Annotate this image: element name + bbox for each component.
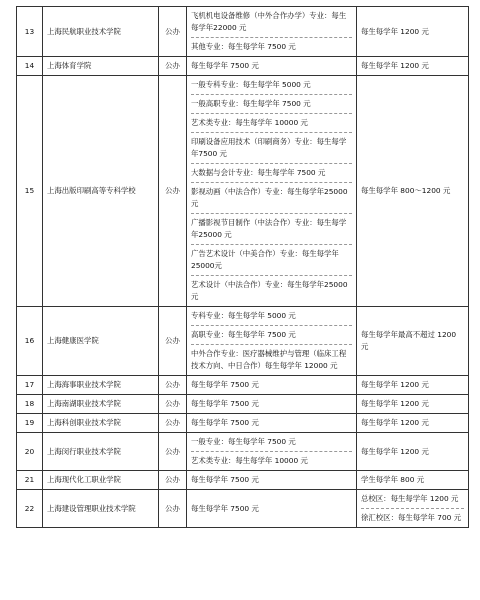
- tuition-item: 每生每学年 7500 元: [191, 380, 259, 389]
- tuition-item: 高职专业：每生每学年 7500 元: [191, 326, 352, 345]
- tuition-item: 飞机机电设备维修（中外合作办学）专业：每生每学年22000 元: [191, 7, 352, 38]
- tuition-cell: [187, 433, 357, 471]
- row-number: 17: [17, 376, 43, 395]
- row-number: 13: [17, 7, 43, 57]
- accommodation-cell: [357, 57, 469, 76]
- accommodation-cell: [357, 395, 469, 414]
- accommodation-cell: [357, 471, 469, 490]
- accommodation-cell: [357, 76, 469, 307]
- tuition-cell: [187, 414, 357, 433]
- tuition-item: 其他专业：每生每学年 7500 元: [191, 42, 296, 51]
- table-row: [17, 414, 469, 433]
- school-type: 公办: [159, 395, 187, 414]
- tuition-item: 艺术类专业：每生每学年 10000 元: [191, 456, 308, 465]
- school-name: 上海健康医学院: [43, 307, 159, 376]
- row-number: 22: [17, 490, 43, 528]
- tuition-item: 每生每学年 7500 元: [191, 399, 259, 408]
- school-type: 公办: [159, 307, 187, 376]
- tuition-cell: [187, 395, 357, 414]
- tuition-item: 每生每学年 7500 元: [191, 503, 259, 513]
- accommodation-cell: [357, 490, 469, 528]
- school-type: 公办: [159, 76, 187, 307]
- school-type: 公办: [159, 433, 187, 471]
- table-row: [17, 57, 469, 76]
- tuition-item: 大数据与会计专业：每生每学年 7500 元: [191, 164, 352, 183]
- tuition-item: 中外合作专业：医疗器械维护与管理（临床工程技术方向、中日合作）每生每学年 12000 元: [191, 349, 347, 370]
- row-number: 20: [17, 433, 43, 471]
- accommodation-item: 每生每学年最高不超过 1200 元: [361, 330, 457, 351]
- accommodation-item: 学生每学年 800 元: [361, 475, 425, 484]
- row-number: 21: [17, 471, 43, 490]
- tuition-item: 一般专科专业：每生每学年 5000 元: [191, 76, 352, 95]
- school-name: 上海海事职业技术学院: [43, 376, 159, 395]
- school-name: 上海南湖职业技术学院: [43, 395, 159, 414]
- table-row: [17, 307, 469, 376]
- tuition-item: 每生每学年 7500 元: [191, 418, 259, 427]
- table-row: [17, 395, 469, 414]
- accommodation-item: 每生每学年 1200 元: [361, 446, 429, 456]
- tuition-item: 艺术类专业：每生每学年 10000 元: [191, 114, 352, 133]
- row-number: 16: [17, 307, 43, 376]
- table-row: [17, 490, 469, 528]
- school-name: 上海科创职业技术学院: [43, 414, 159, 433]
- accommodation-cell: [357, 414, 469, 433]
- accommodation-cell: [357, 7, 469, 57]
- tuition-cell: [187, 57, 357, 76]
- table-row: [17, 433, 469, 471]
- row-number: 18: [17, 395, 43, 414]
- accommodation-cell: [357, 307, 469, 376]
- school-type: 公办: [159, 376, 187, 395]
- school-name: 上海闵行职业技术学院: [43, 433, 159, 471]
- accommodation-item: 每生每学年 1200 元: [361, 26, 429, 36]
- accommodation-item: 每生每学年 1200 元: [361, 418, 429, 427]
- row-number: 14: [17, 57, 43, 76]
- table-row: [17, 7, 469, 57]
- tuition-item: 一般专业：每生每学年 7500 元: [191, 433, 352, 452]
- school-type: 公办: [159, 57, 187, 76]
- tuition-cell: [187, 76, 357, 307]
- table-row: [17, 471, 469, 490]
- tuition-cell: [187, 376, 357, 395]
- table-row: [17, 76, 469, 307]
- fee-table: [16, 6, 469, 528]
- table-row: [17, 376, 469, 395]
- accommodation-item: 每生每学年 1200 元: [361, 380, 429, 389]
- tuition-item: 影视动画（中法合作）专业：每生每学年25000 元: [191, 183, 352, 214]
- tuition-cell: [187, 490, 357, 528]
- tuition-cell: [187, 7, 357, 57]
- tuition-item: 印刷设备应用技术（印刷商务）专业：每生每学年7500 元: [191, 133, 352, 164]
- tuition-cell: [187, 307, 357, 376]
- accommodation-item: 徐汇校区：每生每学年 700 元: [361, 513, 462, 522]
- tuition-cell: [187, 471, 357, 490]
- tuition-item: 艺术设计（中法合作）专业：每生每学年25000 元: [191, 280, 348, 301]
- school-name: 上海体育学院: [43, 57, 159, 76]
- school-type: 公办: [159, 490, 187, 528]
- tuition-item: 每生每学年 7500 元: [191, 475, 259, 484]
- tuition-item: 一般高职专业：每生每学年 7500 元: [191, 95, 352, 114]
- row-number: 15: [17, 76, 43, 307]
- accommodation-item: 每生每学年 1200 元: [361, 61, 429, 70]
- tuition-item: 专科专业：每生每学年 5000 元: [191, 307, 352, 326]
- accommodation-item: 每生每学年 1200 元: [361, 399, 429, 408]
- tuition-item: 广告艺术设计（中美合作）专业：每生每学年25000元: [191, 245, 352, 276]
- row-number: 19: [17, 414, 43, 433]
- school-name: 上海建设管理职业技术学院: [43, 490, 159, 528]
- accommodation-cell: [357, 433, 469, 471]
- school-type: 公办: [159, 471, 187, 490]
- school-name: 上海出版印刷高等专科学校: [43, 76, 159, 307]
- accommodation-item: 总校区：每生每学年 1200 元: [361, 490, 464, 509]
- tuition-item: 每生每学年 7500 元: [191, 61, 259, 70]
- school-name: 上海现代化工职业学院: [43, 471, 159, 490]
- fee-table-sheet: [16, 6, 468, 528]
- accommodation-cell: [357, 376, 469, 395]
- school-type: 公办: [159, 7, 187, 57]
- accommodation-item: 每生每学年 800～1200 元: [361, 186, 451, 195]
- tuition-item: 广播影视节目制作（中法合作）专业：每生每学年25000 元: [191, 214, 352, 245]
- fee-table-body: [17, 7, 469, 528]
- school-type: 公办: [159, 414, 187, 433]
- school-name: 上海民航职业技术学院: [43, 7, 159, 57]
